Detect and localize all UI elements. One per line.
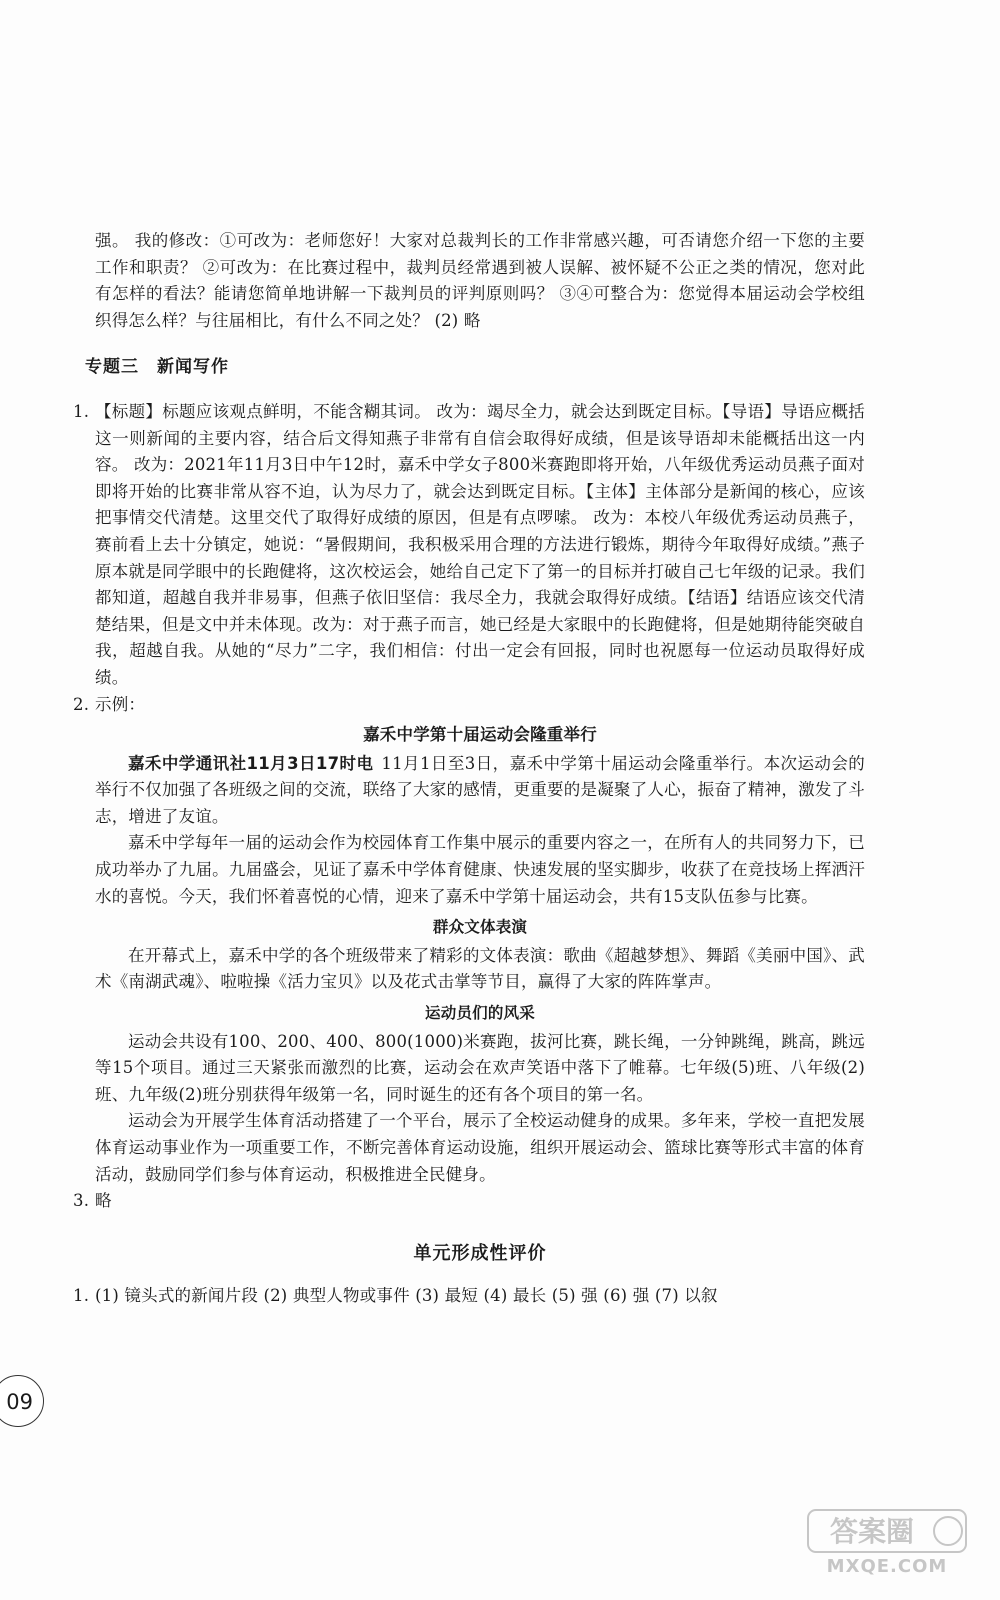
news-article <box>95 722 865 1188</box>
unit-title: 单元形成性评价 <box>413 1242 547 1264</box>
article-subheading: 群众文体表演 <box>432 918 528 937</box>
intro-paragraph: 强。 我的修改：①可改为：老师您好！大家对总裁判长的工作非常感兴趣，可否请您介绍一下您的主要工作和职责？ ②可改为：在比赛过程中，裁判员经常遇到被人误解、被怀疑不公正之类的情况，您对此有怎样的看法？能请您简单地讲解一下裁判员的评判原则吗？ ③④可整合为：您觉得本届运动会学校组织得怎么样？与往届相比，有什么不同之处？ (2) 略 <box>95 231 865 330</box>
item-text: 略 <box>95 1191 112 1211</box>
article-paragraph: 嘉禾中学每年一届的运动会作为校园体育工作集中展示的重要内容之一，在所有人的共同努力下，已成功举办了九届。九届盛会，见证了嘉禾中学体育健康、快速发展的坚实脚步，收获了在竞技场上挥洒汗水的喜悦。今天，我们怀着喜悦的心情，迎来了嘉禾中学第十届运动会，共有15支队伍参与比赛。 <box>95 833 865 906</box>
article-paragraph: 运动会为开展学生体育活动搭建了一个平台，展示了全校运动健身的成果。多年来，学校一直把发展体育运动事业作为一项重要工作，不断完善体育运动设施，组织开展运动会、篮球比赛等形式丰富的体育活动，鼓励同学们参与体育运动，积极推进全民健身。 <box>95 1111 865 1184</box>
section-title: 新闻写作 <box>157 357 229 378</box>
watermark-logo <box>802 1506 972 1578</box>
answer-item-2 <box>73 692 865 719</box>
article-paragraph: 在开幕式上，嘉禾中学的各个班级带来了精彩的文体表演：歌曲《超越梦想》、舞蹈《美丽中国》、武术《南湖武魂》、啦啦操《活力宝贝》以及花式击掌等节目，赢得了大家的阵阵掌声。 <box>95 945 865 992</box>
article-subheading: 运动员们的风采 <box>425 1004 535 1023</box>
article-title: 嘉禾中学第十届运动会隆重举行 <box>363 725 597 745</box>
unit-item-1 <box>73 1283 865 1310</box>
answer-item-3 <box>73 1188 865 1215</box>
section-label: 专题三 <box>85 357 139 378</box>
item-number: 1. <box>73 1286 90 1306</box>
item-text: (1) 镜头式的新闻片段 (2) 典型人物或事件 (3) 最短 (4) 最长 (5) 强 (6) 强 (7) 以叙 <box>95 1286 718 1306</box>
item-text: 【标题】标题应该观点鲜明，不能含糊其词。 改为：竭尽全力，就会达到既定目标。【导语】导语应概括这一则新闻的主要内容，结合后文得知燕子非常有自信会取得好成绩，但是该导语却未能概括出这一内容。 改为：2021年11月3日中午12时，嘉禾中学女子800米赛跑即将开始，八年级优秀运动员燕子面对即将开始的比赛非常从容不迫，认为尽力了，就会达到既定目标。【主体】主体部分是新闻的核心，应该把事情交代清楚。这里交代了取得好成绩的原因，但是有点啰嗦。 改为：本校八年级优秀运动员燕子，赛前看上去十分镇定，她说：“暑假期间，我积极采用合理的方法进行锻炼，期待今年取得好成绩。”燕子原本就是同学眼中的长跑健将，这次校运会，她给自己定下了第一的目标并打破自己七年级的记录。我们都知道，超越自我并非易事，但燕子依旧坚信：我尽全力，我就会取得好成绩。【结语】结语应该交代清楚结果，但是文中并未体现。改为：对于燕子而言，她已经是大家眼中的长跑健将，但是她期待能突破自我，超越自我。从她的“尽力”二字，我们相信：付出一定会有回报，同时也祝愿每一位运动员取得好成绩。 <box>95 401 865 687</box>
page-number-badge: 09 <box>0 1375 44 1427</box>
item-number: 2. <box>73 694 90 714</box>
item-number: 1. <box>73 401 90 421</box>
article-dateline: 嘉禾中学通讯社11月3日17时电 <box>128 753 374 773</box>
item-number: 3. <box>73 1191 90 1211</box>
article-lead <box>95 751 865 831</box>
page-content <box>73 228 865 1310</box>
article-paragraph: 运动会共设有100、200、400、800(1000)米赛跑，拔河比赛，跳长绳，一分钟跳绳，跳高，跳远等15个项目。通过三天紧张而激烈的比赛，运动会在欢声笑语中落下了帷幕。七年级(5)班、八年级(2)班、九年级(2)班分别获得年级第一名，同时诞生的还有各个项目的第一名。 <box>95 1031 865 1104</box>
watermark-url: MXQE.COM <box>826 1556 948 1577</box>
section-heading <box>85 354 865 381</box>
item-text: 示例： <box>95 694 146 714</box>
watermark-text: 答案圈 <box>829 1515 915 1548</box>
article-lead-text: 11月1日至3日，嘉禾中学第十届运动会隆重举行。本次运动会的举行不仅加强了各班级之间的交流，联络了大家的感情，更重要的是凝聚了人心，振奋了精神，激发了斗志，增进了友谊。 <box>95 753 865 826</box>
answer-item-1 <box>73 399 865 692</box>
